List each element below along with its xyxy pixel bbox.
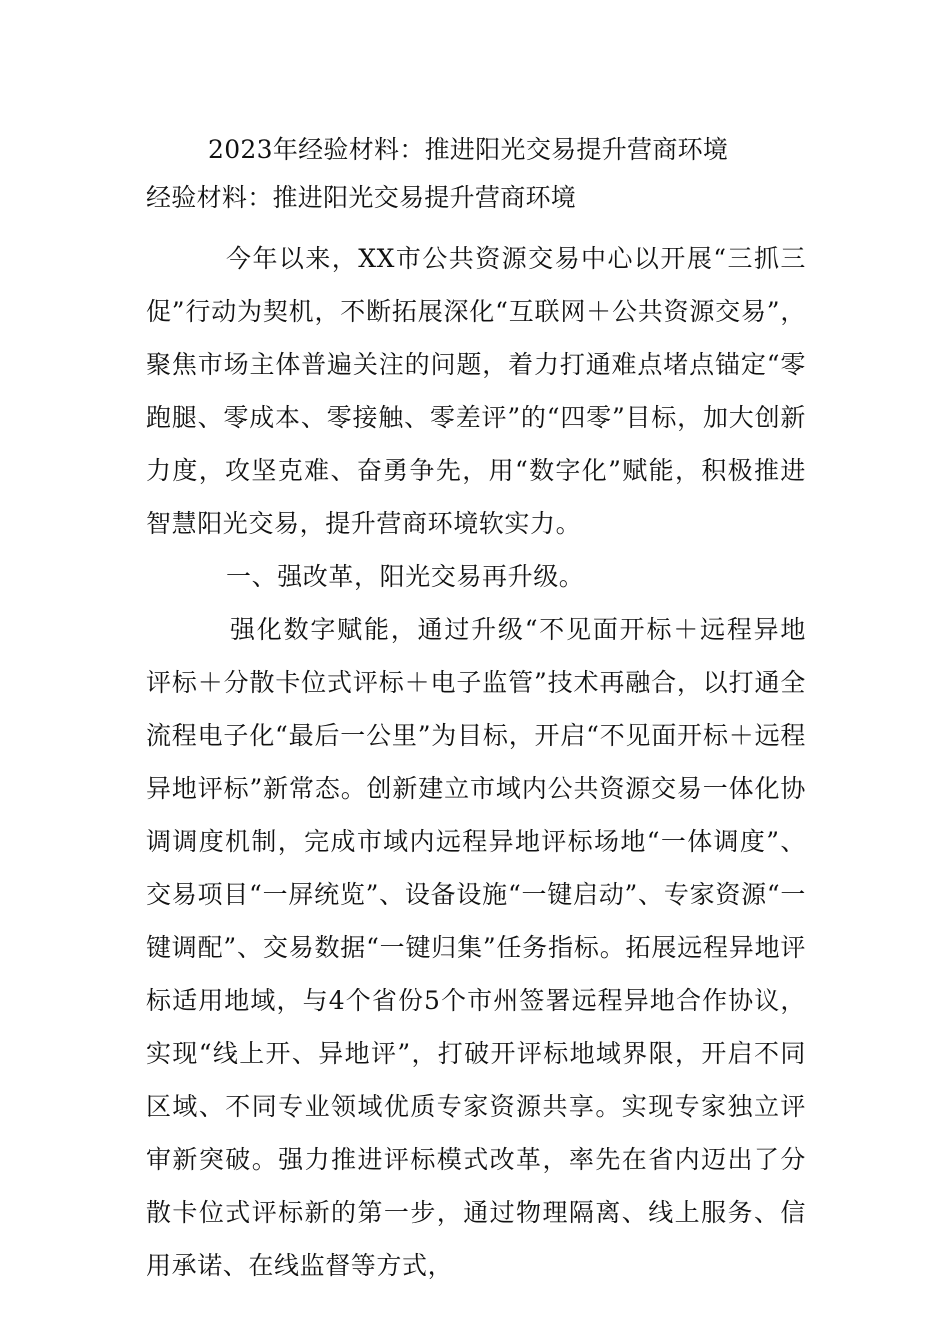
document-title: 2023年经验材料：推进阳光交易提升营商环境 xyxy=(208,135,729,164)
section-1-paragraph: 强化数字赋能，通过升级“不见面开标＋远程异地评标＋分散卡位式评标＋电子监管”技术再融合，以打通全流程电子化“最后一公里”为目标，开启“不见面开标＋远程异地评标”新常态。创新建立市域内公共资源交易一体化协调调度机制，完成市域内远程异地评标场地“一体调度”、交易项目“一屏统览”、设备设施“一键启动”、专家资源“一键调配”、交易数据“一键归集”任务指标。拓展远程异地评标适用地域，与4个省份5个市州签署远程异地合作协议，实现“线上开、异地评”，打破开评标地域界限，开启不同区域、不同专业领域优质专家资源共享。实现专家独立评审新突破。强力推进评标模式改革，率先在省内迈出了分散卡位式评标新的第一步，通过物理隔离、线上服务、信用承诺、在线监督等方式， xyxy=(146,615,806,1280)
document-subtitle: 经验材料：推进阳光交易提升营商环境 xyxy=(146,183,577,212)
intro-paragraph: 今年以来，XX市公共资源交易中心以开展“三抓三促”行动为契机，不断拓展深化“互联网＋公共资源交易”，聚焦市场主体普遍关注的问题，着力打通难点堵点锚定“零跑腿、零成本、零接触、零差评”的“四零”目标，加大创新力度，攻坚克难、奋勇争先，用“数字化”赋能，积极推进智慧阳光交易，提升营商环境软实力。 xyxy=(146,244,806,538)
section-heading-1: 一、强改革，阳光交易再升级。 xyxy=(226,562,585,591)
document-body xyxy=(146,130,806,1292)
